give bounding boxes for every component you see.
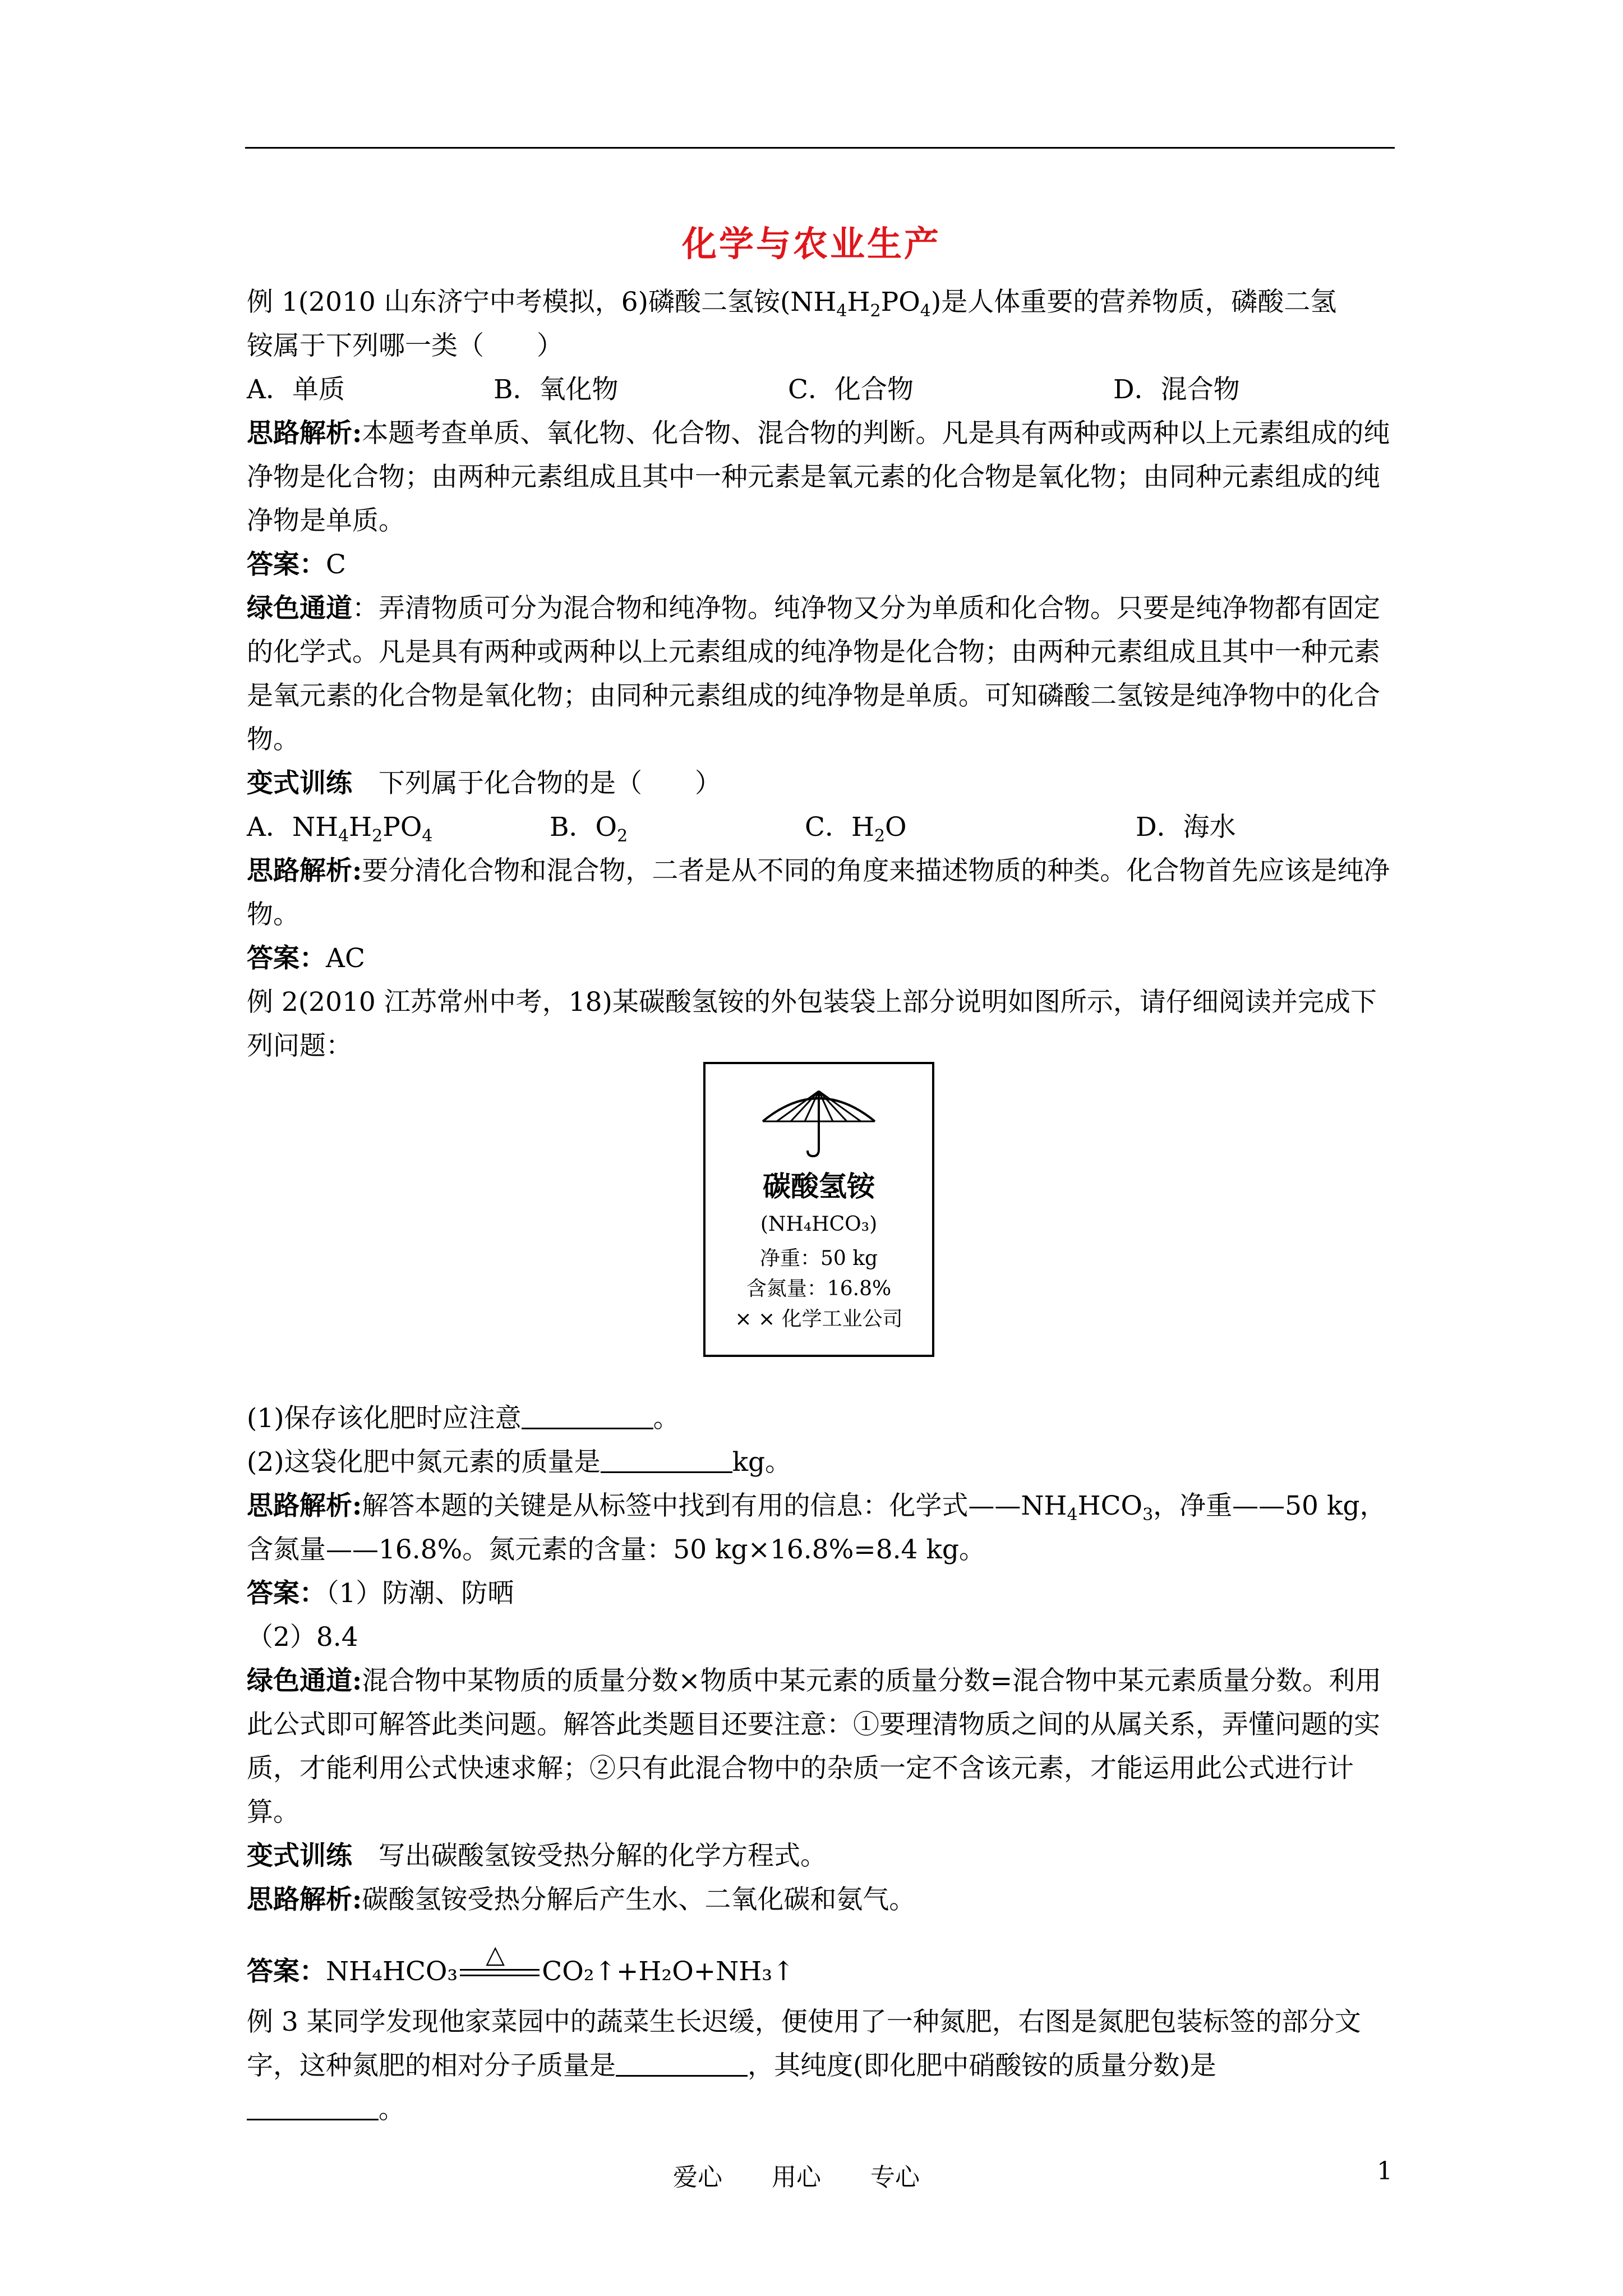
ex1-analysis-label: 思路解析: [247, 418, 362, 449]
ex3-end: 。 [379, 2094, 405, 2125]
page-number: 1 [1377, 2157, 1393, 2185]
ex2-variant-answer-label: 答案： [247, 1956, 326, 1987]
ex1-question-part1: 例 1(2010 山东济宁中考模拟，6)磷酸二氢铵(NH [247, 287, 837, 318]
ex2-variant-analysis-text: 碳酸氢铵受热分解后产生水、二氧化碳和氨气。 [362, 1884, 916, 1915]
page-title: 化学与农业生产 [681, 223, 941, 264]
ex1-option-b: B．氧化物 [494, 374, 619, 405]
ex1-question: 例 1(2010 山东济宁中考模拟，6)磷酸二氢铵$(NH_4H_2PO_4)$是人体重要的营养物质，磷酸二氢 [247, 287, 1337, 321]
ex1-answer-label: 答案： [247, 549, 326, 580]
label-net-weight: 净重：50 kg [759, 1247, 878, 1270]
umbrella-icon [757, 1087, 880, 1159]
ex2-variant-answer [247, 1922, 1396, 2000]
ex1-options [247, 368, 1396, 412]
equation-arrow [458, 1940, 542, 1985]
ex1-variant-analysis-label: 思路解析: [247, 855, 362, 886]
ex2-question: 例 2(2010 江苏常州中考，18)某碳酸氢铵的外包装袋上部分说明如图所示，请仔细阅读并完成下列问题： [247, 987, 1377, 1061]
fertilizer-label-figure [703, 1062, 934, 1357]
ex1-question-line2: 铵属于下列哪一类（ ） [247, 330, 563, 361]
ex3-question-text: 例 3 某同学发现他家菜园中的蔬菜生长迟缓，便使用了一种氮肥，右图是氮肥包装标签的部分文字，这种氮肥的相对分子质量是 [247, 2007, 1361, 2081]
ex1-analysis [247, 412, 1396, 543]
ex2-green-text: 混合物中某物质的质量分数×物质中某元素的质量分数=混合物中某元素质量分数。利用此公式即可解答此类问题。解答此类题目还要注意：①要理清物质之间的从属关系，弄懂问题的实质，才能利用公式快速求解；②只有此混合物中的杂质一定不含该元素，才能运用此公式进行计算。 [247, 1665, 1382, 1828]
ex2-q2-end: kg。 [732, 1447, 792, 1478]
ex1-variant-answer-text: AC [326, 943, 365, 974]
equation-right: CO₂↑+H₂O+NH₃↑ [542, 1956, 795, 1987]
ex3-blank1 [616, 2053, 748, 2077]
equation-left: NH₄HCO₃ [326, 1956, 458, 1987]
ex2-q1-end: 。 [653, 1403, 680, 1434]
ex3-question [247, 2000, 1396, 2088]
ex2-q1-text: (1)保存该化肥时应注意 [247, 1403, 522, 1434]
label-company: × × 化学工业公司 [735, 1308, 903, 1331]
ex2-variant-text: 写出碳酸氢铵受热分解的化学方程式。 [352, 1841, 827, 1871]
ex2-green [247, 1659, 1396, 1834]
label-nitrogen-content: 含氮量：16.8% [746, 1277, 892, 1300]
ex2-analysis-b: HCO [1077, 1490, 1143, 1521]
heat-delta-icon: △ [486, 1940, 505, 1969]
ex3-question-mid: ，其纯度(即化肥中硝酸铵的质量分数)是 [748, 2050, 1216, 2081]
ex1-variant-text: 下列属于化合物的是（ ） [352, 768, 721, 799]
ex1-variant-option-c: C．$H_2O$ [805, 812, 907, 846]
ex1-variant-analysis [247, 849, 1396, 937]
ex2-variant-label: 变式训练 [247, 1841, 352, 1871]
ex2-q1-blank [522, 1405, 653, 1429]
ex1-analysis-text: 本题考查单质、氧化物、化合物、混合物的判断。凡是具有两种或两种以上元素组成的纯净物是化合物；由两种元素组成且其中一种元素是氧元素的化合物是氧化物；由同种元素组成的纯净物是单质。 [247, 418, 1390, 536]
ex1-variant-answer [247, 937, 1396, 981]
label-formula: (NH₄HCO₃) [760, 1213, 878, 1236]
ex2-variant-analysis-label: 思路解析: [247, 1884, 362, 1915]
ex1-variant-answer-label: 答案： [247, 943, 326, 974]
ex1-green-text: ：弄清物质可分为混合物和纯净物。纯净物又分为单质和化合物。只要是纯净物都有固定的化学式。凡是具有两种或两种以上元素组成的纯净物是化合物；由两种元素组成且其中一种元素是氧元素的化合物是氧化物；由同种元素组成的纯净物是单质。可知磷酸二氢铵是纯净物中的化合物。 [247, 593, 1380, 755]
ex2-q2-text: (2)这袋化肥中氮元素的质量是 [247, 1447, 601, 1478]
ex2-analysis: 思路解析:解答本题的关键是从标签中找到有用的信息：化学式$——NH_4HCO_3$，净重——50 kg，含氮量——16.8%。氮元素的含量：50 kg×16.8%=8.4 kg。 [247, 1490, 1386, 1565]
label-product-name: 碳酸氢铵 [763, 1170, 875, 1203]
ex1-variant-options [247, 806, 1396, 849]
ex2-analysis-c: ，净重——50 kg，含氮量——16.8%。氮元素的含量：50 kg×16.8%=8.4 kg。 [247, 1490, 1386, 1565]
ex1-answer-text: C [326, 549, 346, 580]
ex1-question-part2: 是人体重要的营养物质，磷酸二氢 [941, 287, 1337, 318]
ex1-green-label: 绿色通道 [247, 593, 352, 624]
ex2-answer [247, 1572, 1396, 1616]
ex2-analysis-a: 解答本题的关键是从标签中找到有用的信息：化学式——NH [362, 1490, 1067, 1521]
ex2-q2 [247, 1441, 1396, 1484]
ex3-question-end [247, 2088, 1396, 2132]
ex2-analysis-label: 思路解析: [247, 1490, 362, 1521]
ex1-option-d: D．混合物 [1113, 374, 1240, 405]
ex1-option-a: A．单质 [247, 374, 345, 405]
ex2-q1 [247, 1397, 1396, 1441]
ex1-variant [247, 762, 1396, 806]
ex1-option-c: C．化合物 [788, 374, 914, 405]
ex2-answer2: （2）8.4 [247, 1622, 358, 1653]
ex2-answer1: （1）防潮、防晒 [326, 1578, 514, 1609]
ex1-variant-analysis-text: 要分清化合物和混合物，二者是从不同的角度来描述物质的种类。化合物首先应该是纯净物。 [247, 855, 1390, 930]
header-rule [245, 147, 1395, 149]
ex2-variant [247, 1834, 1396, 1878]
ex1-answer [247, 543, 1396, 587]
ex2-variant-analysis [247, 1878, 1396, 1922]
ex1-variant-option-d: D．海水 [1136, 812, 1236, 843]
ex1-variant-option-b: B．$O_2$ [550, 812, 628, 846]
ex2-green-label: 绿色通道: [247, 1665, 362, 1696]
ex1-variant-label: 变式训练 [247, 768, 352, 799]
footer-motto: 爱心 用心 专心 [673, 2163, 920, 2192]
ex1-green [247, 587, 1396, 762]
ex2-q2-blank [601, 1449, 732, 1473]
ex2-answer-label: 答案： [247, 1578, 326, 1609]
ex3-blank2 [247, 2096, 379, 2120]
ex1-variant-option-a: A．$NH_4H_2PO_4$ [247, 812, 433, 846]
